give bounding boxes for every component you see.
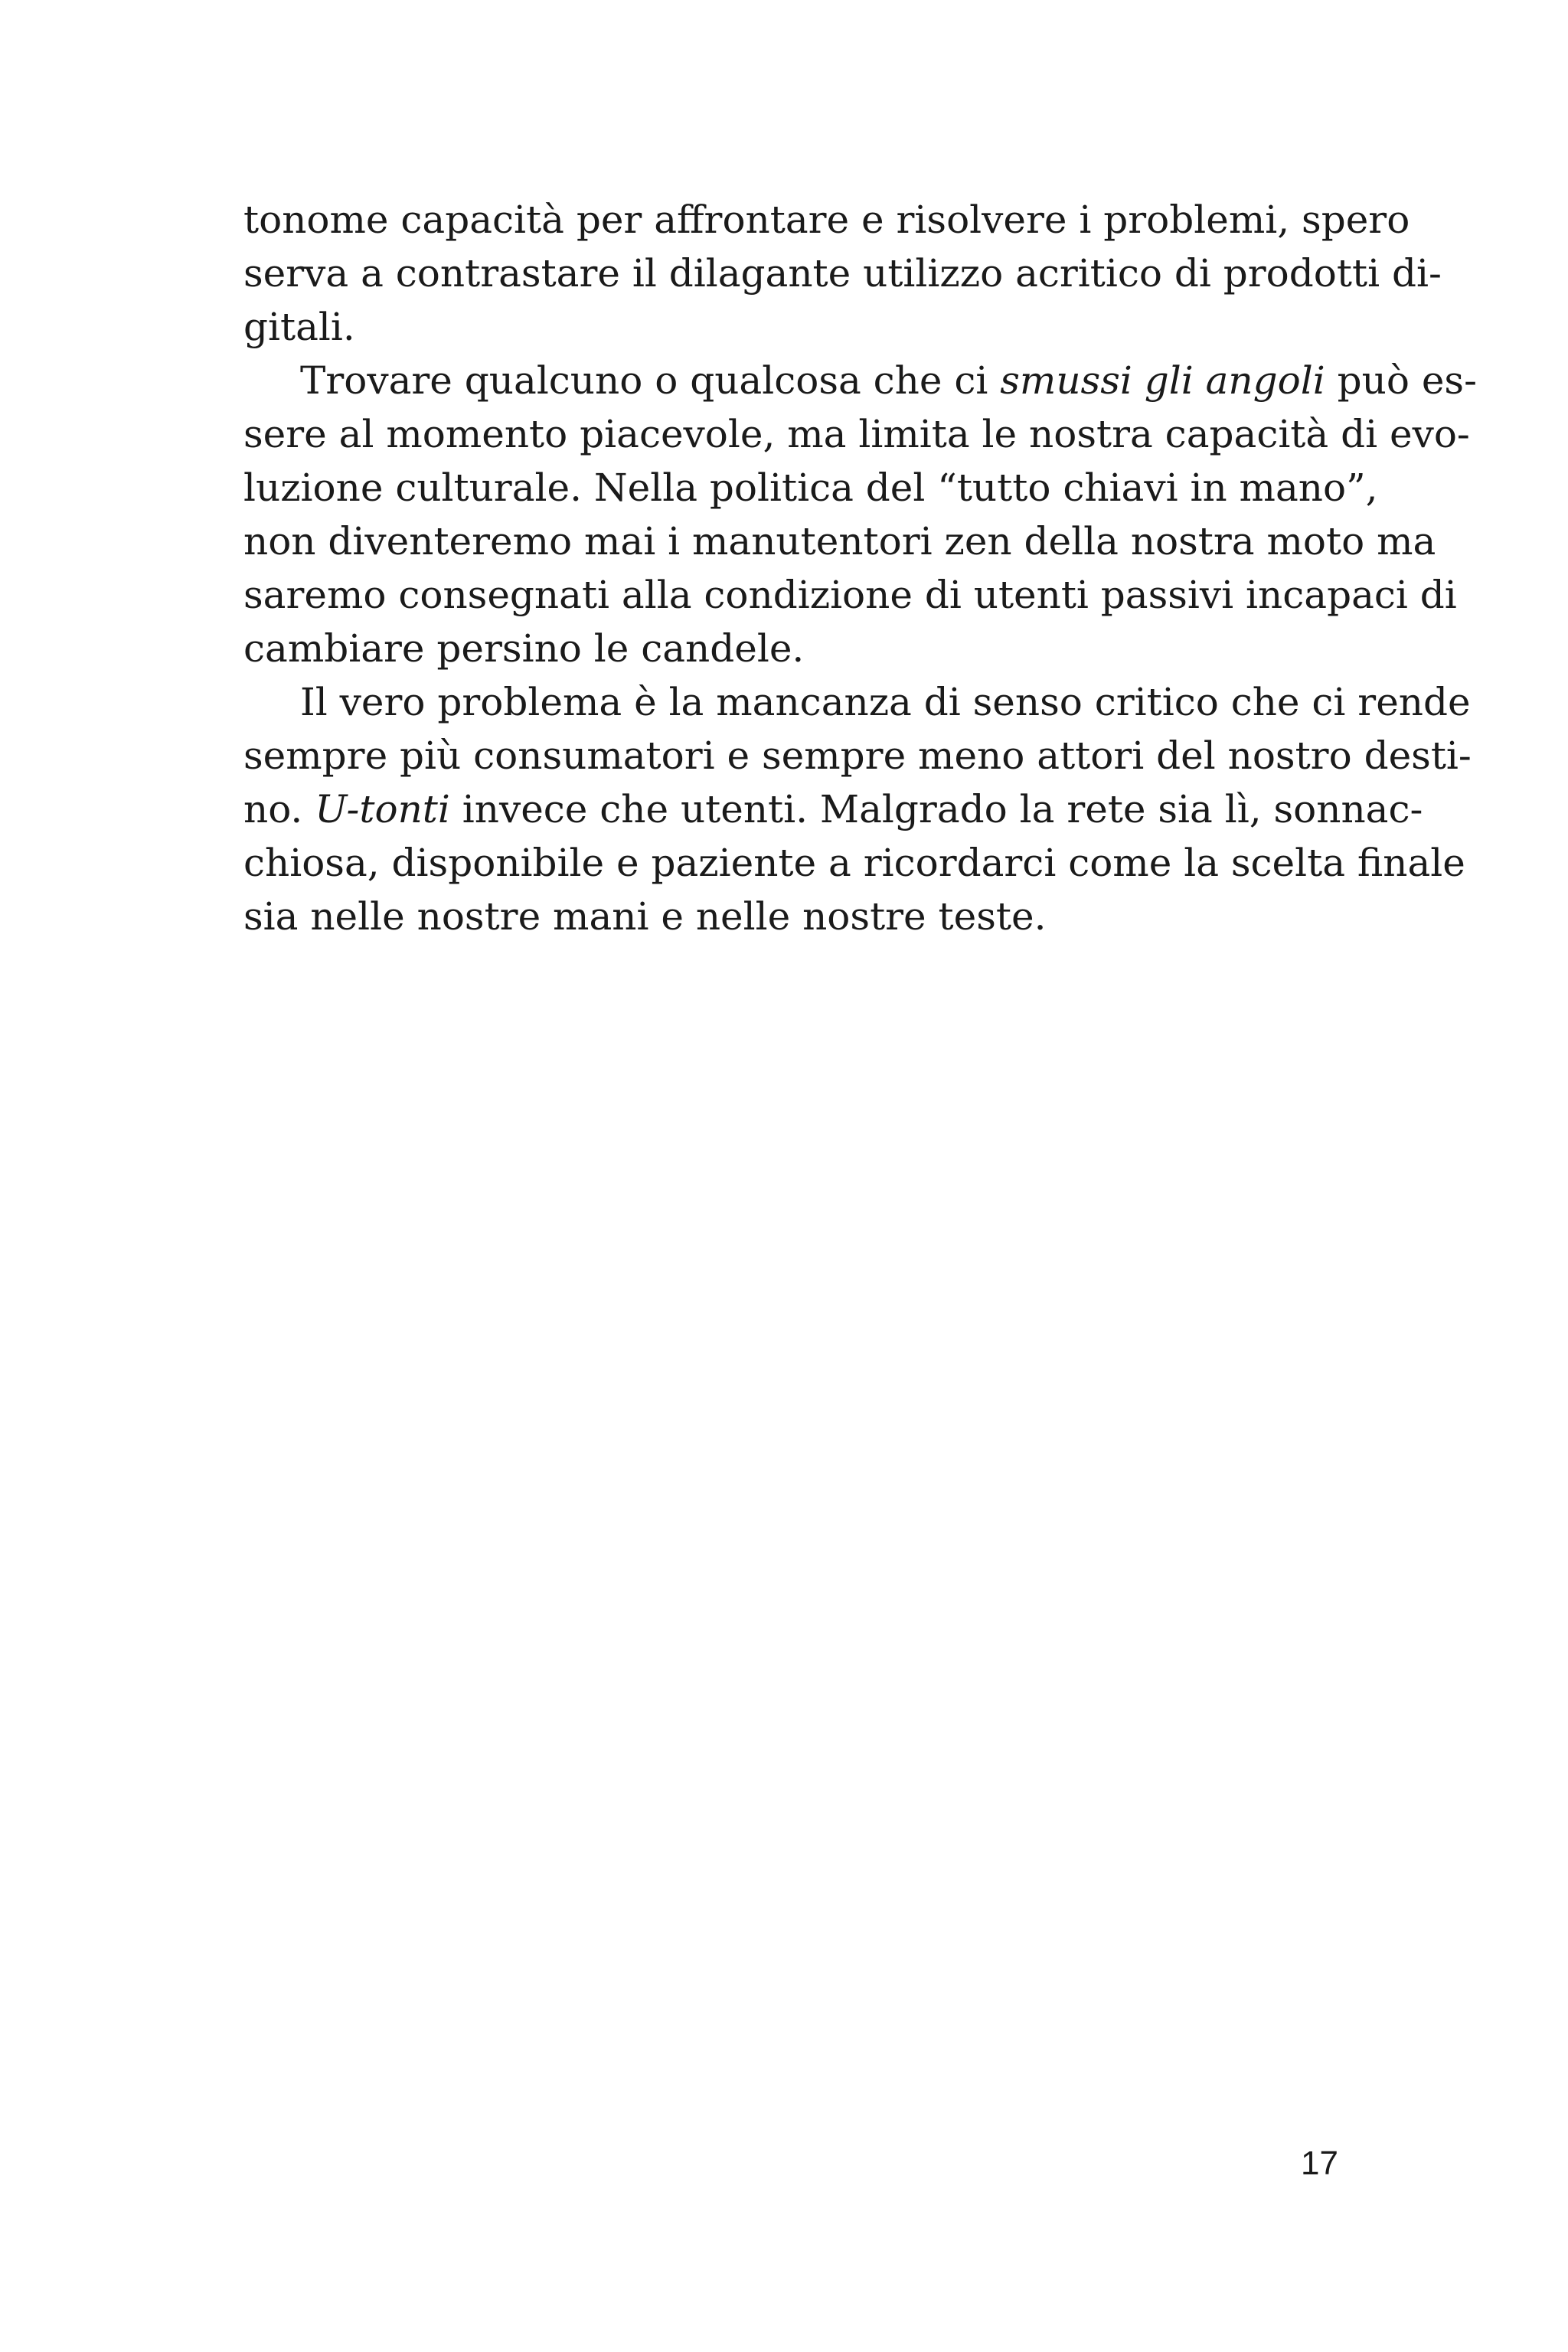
text-line: serva a contrastare il dilagante utilizzo acritico di prodotti di- [243, 251, 1442, 296]
italic-phrase: smussi gli angoli [1000, 358, 1325, 403]
text-line: gitali. [243, 305, 355, 349]
text-line [243, 782, 1423, 836]
text-run: Trovare qualcuno o qualcosa che ci [300, 358, 1001, 403]
text-line: tonome capacità per affrontare e risolvere i problemi, spero [243, 198, 1410, 242]
text-line: cambiare persino le candele. [243, 626, 805, 671]
text-run: invece che utenti. Malgrado la rete sia lì, sonnac- [449, 787, 1423, 831]
text-line: sia nelle nostre mani e nelle nostre teste. [243, 894, 1047, 939]
body-text [243, 193, 1477, 943]
text-line: sere al momento piacevole, ma limita le nostra capacità di evo- [243, 412, 1470, 456]
text-line [243, 354, 1477, 407]
text-line: luzione culturale. Nella politica del “tutto chiavi in mano”, [243, 466, 1378, 510]
text-line: Il vero problema è la mancanza di senso critico che ci rende [300, 680, 1471, 724]
italic-phrase: U-tonti [315, 787, 450, 831]
text-line: chiosa, disponibile e paziente a ricordarci come la scelta finale [243, 841, 1465, 885]
page-number: 17 [1301, 2145, 1338, 2182]
text-run: no. [243, 787, 315, 831]
text-run: può es- [1325, 358, 1477, 403]
text-line: saremo consegnati alla condizione di utenti passivi incapaci di [243, 573, 1457, 617]
text-line: non diventeremo mai i manutentori zen della nostra moto ma [243, 519, 1436, 564]
text-line: sempre più consumatori e sempre meno attori del nostro desti- [243, 733, 1472, 778]
